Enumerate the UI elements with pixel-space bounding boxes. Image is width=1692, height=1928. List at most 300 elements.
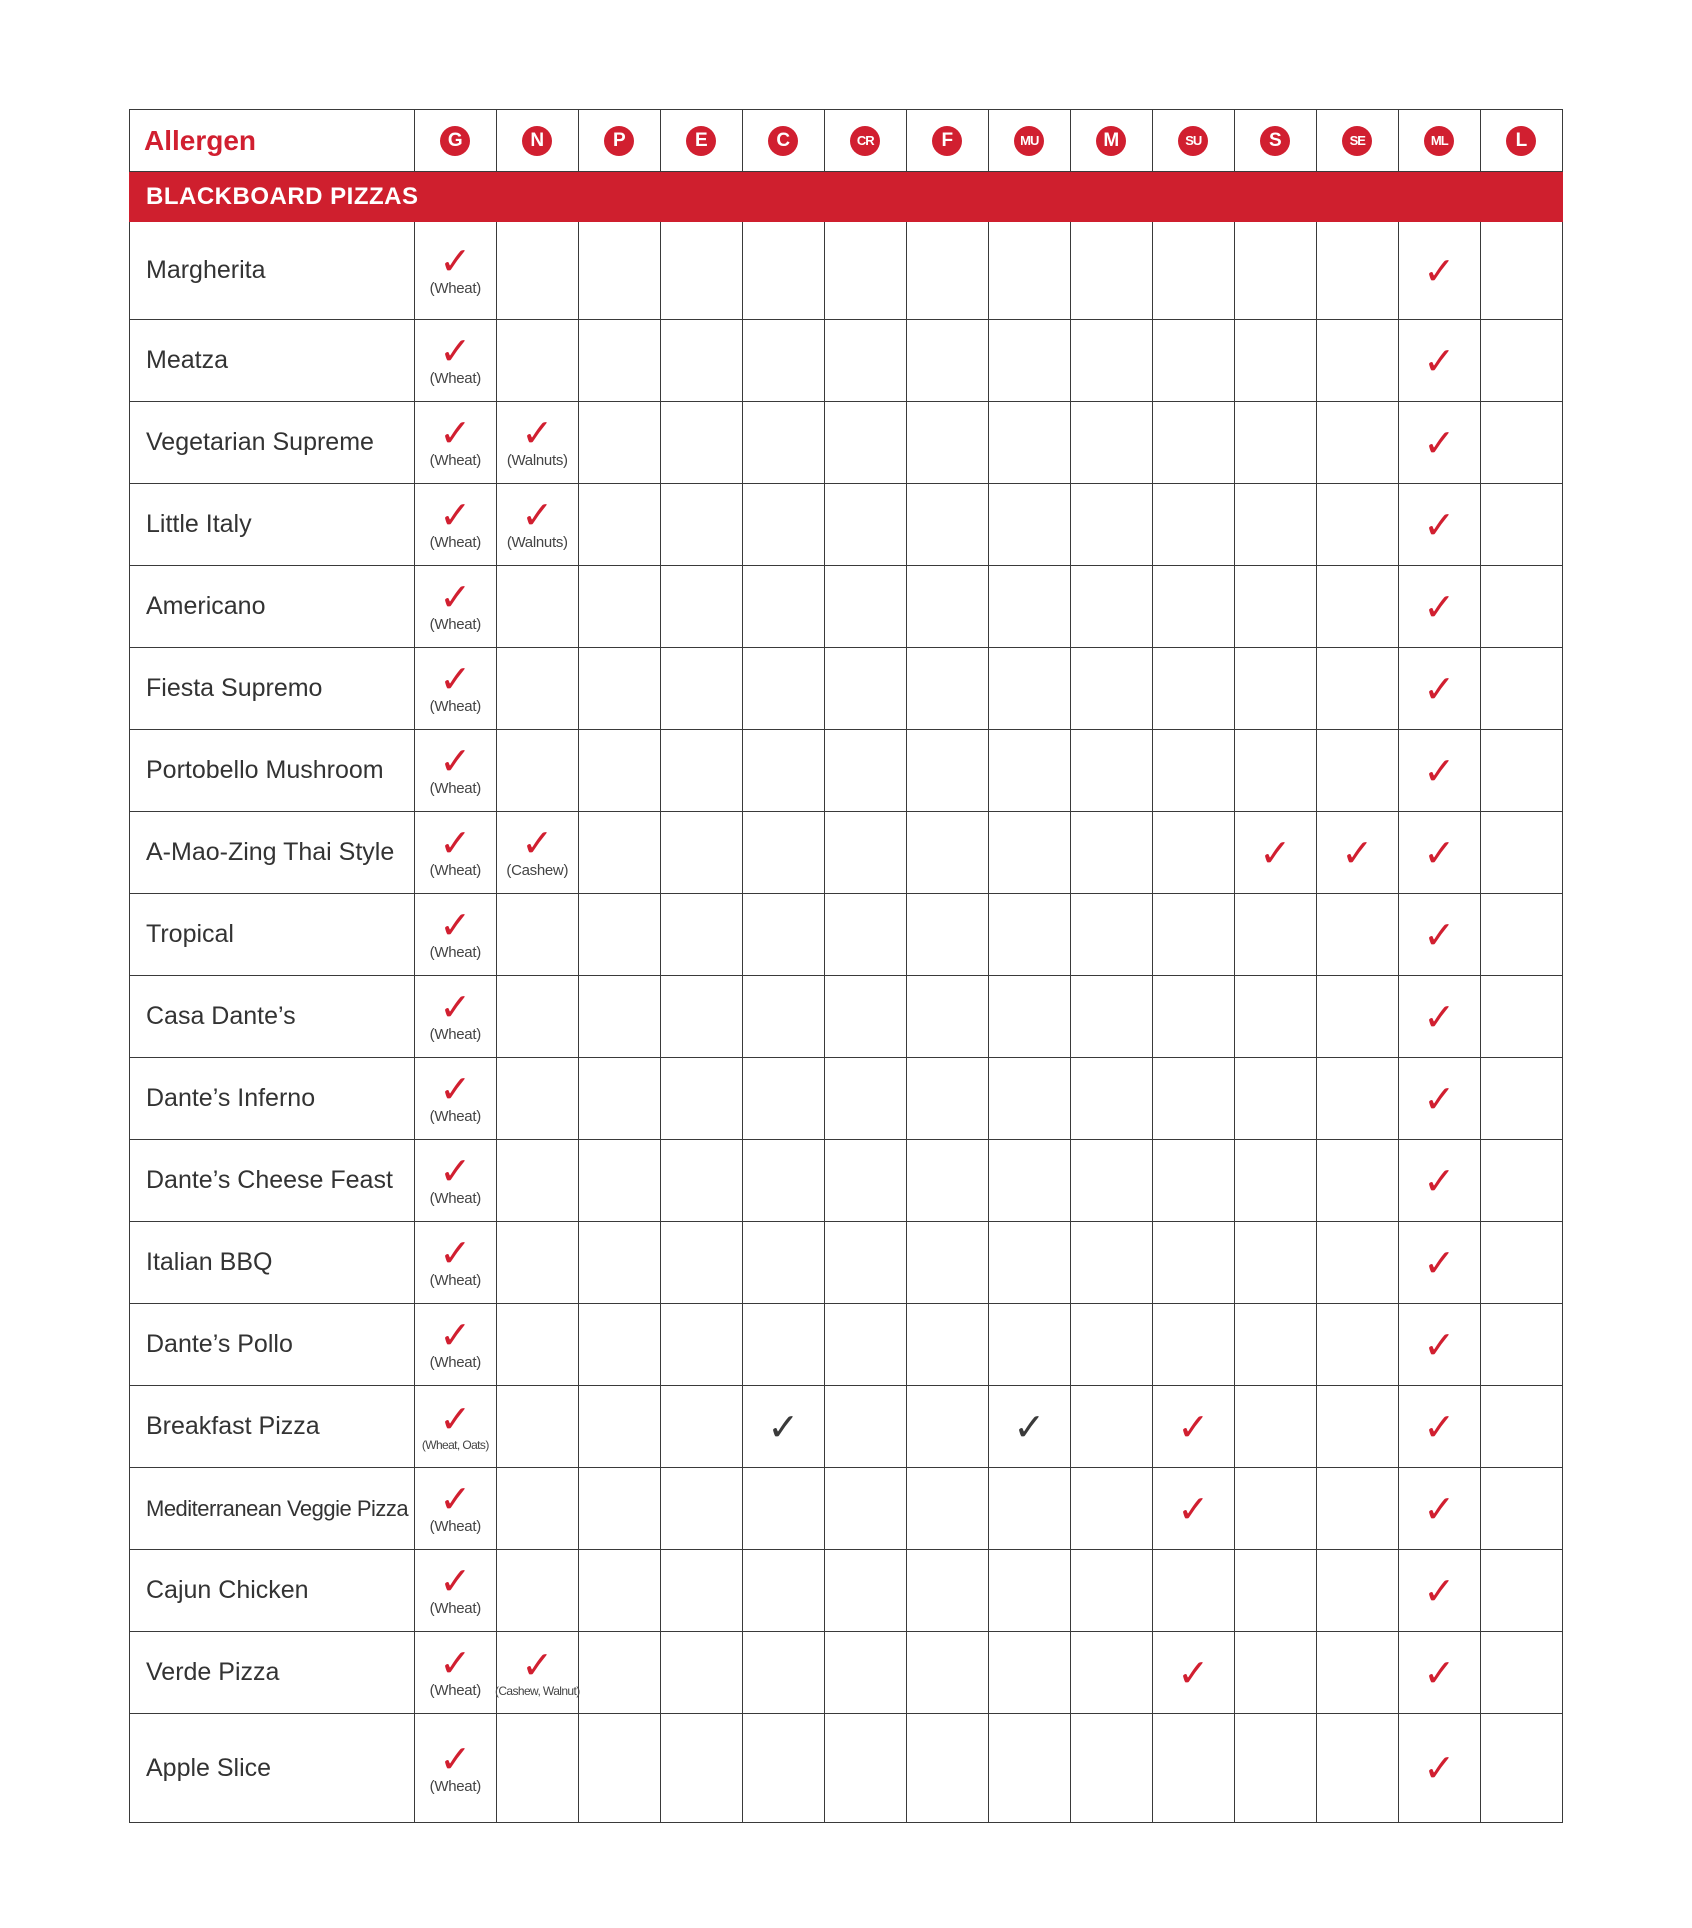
item-name: Vegetarian Supreme	[130, 402, 415, 484]
allergen-cell-s	[1234, 1550, 1316, 1632]
allergen-cell-cr	[824, 1058, 906, 1140]
check-icon: ✓	[439, 657, 472, 701]
check-icon: ✓	[521, 821, 554, 865]
check-icon: ✓	[439, 1736, 472, 1781]
allergen-cell-m	[1070, 894, 1152, 976]
allergen-note: (Wheat)	[429, 1600, 481, 1617]
allergen-cell-e	[660, 1386, 742, 1468]
check-icon: ✓	[439, 1313, 472, 1357]
allergen-cell-se	[1316, 648, 1398, 730]
allergen-cell-g	[414, 1550, 496, 1632]
allergen-cell-cr	[824, 402, 906, 484]
allergen-cell-f	[906, 976, 988, 1058]
allergen-cell-p	[578, 484, 660, 566]
allergen-cell-l	[1480, 1222, 1562, 1304]
allergen-cell-n	[496, 730, 578, 812]
allergen-cell-n	[496, 1632, 578, 1714]
check-icon: ✓	[439, 411, 472, 455]
allergen-cell-cr	[824, 1550, 906, 1632]
allergen-cell-p	[578, 566, 660, 648]
allergen-cell-l	[1480, 1140, 1562, 1222]
allergen-cell-se	[1316, 1222, 1398, 1304]
allergen-header-s	[1234, 110, 1316, 172]
allergen-cell-mu	[988, 1468, 1070, 1550]
allergen-cell-cr	[824, 566, 906, 648]
check-icon: ✓	[1341, 830, 1374, 875]
allergen-note: (Wheat)	[429, 944, 481, 961]
allergen-cell-n	[496, 484, 578, 566]
allergen-cell-m	[1070, 1468, 1152, 1550]
allergen-cell-su	[1152, 566, 1234, 648]
allergen-cell-c	[742, 1304, 824, 1386]
allergen-note: (Wheat)	[429, 780, 481, 797]
allergen-cell-c	[742, 222, 824, 320]
allergen-cell-l	[1480, 1386, 1562, 1468]
allergen-cell-l	[1480, 320, 1562, 402]
check-icon: ✓	[1423, 584, 1456, 629]
allergen-cell-p	[578, 812, 660, 894]
allergen-cell-s	[1234, 894, 1316, 976]
allergen-cell-m	[1070, 484, 1152, 566]
table-row	[130, 812, 1563, 894]
check-icon: ✓	[521, 1642, 554, 1687]
allergen-cell-g	[414, 1222, 496, 1304]
allergen-cell-cr	[824, 484, 906, 566]
allergen-cell-mu	[988, 1058, 1070, 1140]
allergen-cell-e	[660, 1550, 742, 1632]
allergen-cell-c	[742, 1468, 824, 1550]
check-icon: ✓	[439, 1067, 472, 1111]
allergen-cell-se	[1316, 1550, 1398, 1632]
allergen-cell-s	[1234, 648, 1316, 730]
allergen-cell-p	[578, 1714, 660, 1823]
section-row	[130, 172, 1563, 222]
table-row	[130, 1550, 1563, 1632]
allergen-cell-l	[1480, 1714, 1562, 1823]
allergen-cell-cr	[824, 1714, 906, 1823]
allergen-cell-f	[906, 1714, 988, 1823]
check-icon: ✓	[521, 411, 554, 455]
allergen-cell-s	[1234, 1058, 1316, 1140]
allergen-note: (Wheat)	[429, 1272, 481, 1289]
allergen-note: (Wheat)	[429, 452, 481, 469]
allergen-cell-l	[1480, 1058, 1562, 1140]
allergen-cell-e	[660, 1058, 742, 1140]
allergen-header-f	[906, 110, 988, 172]
allergen-header-p	[578, 110, 660, 172]
allergen-cell-mu	[988, 648, 1070, 730]
check-icon: ✓	[439, 1231, 472, 1275]
check-icon: ✓	[439, 1477, 472, 1521]
check-icon: ✓	[1423, 1076, 1456, 1121]
allergen-cell-g	[414, 976, 496, 1058]
check-icon: ✓	[1423, 912, 1456, 957]
allergen-cell-m	[1070, 1550, 1152, 1632]
allergen-cell-s	[1234, 1222, 1316, 1304]
allergen-cell-su	[1152, 1468, 1234, 1550]
allergen-cell-n	[496, 1222, 578, 1304]
allergen-cell-g	[414, 1140, 496, 1222]
allergen-cell-ml	[1398, 1140, 1480, 1222]
allergen-cell-cr	[824, 648, 906, 730]
allergen-cell-l	[1480, 402, 1562, 484]
allergen-cell-mu	[988, 222, 1070, 320]
allergen-cell-m	[1070, 1140, 1152, 1222]
allergen-cell-ml	[1398, 1468, 1480, 1550]
allergen-cell-se	[1316, 1714, 1398, 1823]
allergen-cell-m	[1070, 1222, 1152, 1304]
check-icon: ✓	[439, 1641, 472, 1685]
allergen-cell-f	[906, 222, 988, 320]
allergen-cell-ml	[1398, 1550, 1480, 1632]
allergen-note: (Wheat)	[429, 280, 481, 297]
check-icon: ✓	[1423, 748, 1456, 793]
allergen-cell-f	[906, 1468, 988, 1550]
item-name: Little Italy	[130, 484, 415, 566]
allergen-c-icon: C	[768, 126, 798, 156]
allergen-cell-su	[1152, 1222, 1234, 1304]
item-name: Americano	[130, 566, 415, 648]
allergen-cell-s	[1234, 730, 1316, 812]
check-icon: ✓	[1177, 1404, 1210, 1449]
allergen-cell-f	[906, 648, 988, 730]
allergen-cell-n	[496, 812, 578, 894]
item-name: Breakfast Pizza	[130, 1386, 415, 1468]
item-name: Dante’s Cheese Feast	[130, 1140, 415, 1222]
allergen-cell-f	[906, 730, 988, 812]
check-icon: ✓	[439, 739, 472, 783]
allergen-cell-cr	[824, 1304, 906, 1386]
allergen-cell-cr	[824, 730, 906, 812]
allergen-cell-l	[1480, 1304, 1562, 1386]
allergen-cell-se	[1316, 812, 1398, 894]
allergen-cell-cr	[824, 1468, 906, 1550]
allergen-cell-s	[1234, 320, 1316, 402]
allergen-cell-s	[1234, 1468, 1316, 1550]
check-icon: ✓	[439, 575, 472, 619]
allergen-cell-e	[660, 648, 742, 730]
allergen-cell-f	[906, 566, 988, 648]
allergen-header-se	[1316, 110, 1398, 172]
allergen-header-l	[1480, 110, 1562, 172]
allergen-cell-s	[1234, 976, 1316, 1058]
allergen-cell-su	[1152, 1632, 1234, 1714]
allergen-cell-cr	[824, 1632, 906, 1714]
allergen-cell-m	[1070, 730, 1152, 812]
allergen-note: (Wheat, Oats)	[421, 1437, 489, 1452]
allergen-cell-n	[496, 1058, 578, 1140]
allergen-cell-ml	[1398, 976, 1480, 1058]
allergen-cell-ml	[1398, 484, 1480, 566]
allergen-cell-c	[742, 976, 824, 1058]
allergen-cell-e	[660, 1140, 742, 1222]
item-name: Verde Pizza	[130, 1632, 415, 1714]
allergen-cell-s	[1234, 484, 1316, 566]
allergen-cell-cr	[824, 1386, 906, 1468]
allergen-cell-c	[742, 320, 824, 402]
check-icon: ✓	[1423, 1240, 1456, 1285]
allergen-cell-n	[496, 894, 578, 976]
allergen-cell-p	[578, 1632, 660, 1714]
allergen-cell-l	[1480, 1468, 1562, 1550]
allergen-cell-mu	[988, 730, 1070, 812]
allergen-cell-p	[578, 648, 660, 730]
allergen-cell-se	[1316, 484, 1398, 566]
allergen-cell-c	[742, 1550, 824, 1632]
allergen-cell-ml	[1398, 1058, 1480, 1140]
allergen-cell-g	[414, 1304, 496, 1386]
allergen-cell-f	[906, 812, 988, 894]
allergen-cell-ml	[1398, 402, 1480, 484]
allergen-ml-icon: ML	[1424, 126, 1454, 156]
allergen-cell-c	[742, 484, 824, 566]
item-name: Cajun Chicken	[130, 1550, 415, 1632]
table-row	[130, 976, 1563, 1058]
allergen-cell-g	[414, 566, 496, 648]
allergen-cell-su	[1152, 1058, 1234, 1140]
table-row	[130, 648, 1563, 730]
allergen-cell-c	[742, 1058, 824, 1140]
allergen-cell-e	[660, 402, 742, 484]
table-row	[130, 1632, 1563, 1714]
allergen-cell-c	[742, 1386, 824, 1468]
check-icon: ✓	[439, 903, 472, 947]
allergen-cell-n	[496, 1304, 578, 1386]
allergen-cell-cr	[824, 894, 906, 976]
allergen-se-icon: SE	[1342, 126, 1372, 156]
allergen-note: (Cashew, Walnut)	[494, 1683, 580, 1698]
allergen-cell-c	[742, 1140, 824, 1222]
allergen-cell-ml	[1398, 1714, 1480, 1823]
allergen-cr-icon: CR	[850, 126, 880, 156]
allergen-cell-su	[1152, 484, 1234, 566]
allergen-cell-se	[1316, 320, 1398, 402]
allergen-cell-mu	[988, 566, 1070, 648]
allergen-table	[129, 109, 1563, 1823]
item-name: Meatza	[130, 320, 415, 402]
allergen-cell-cr	[824, 1140, 906, 1222]
allergen-cell-e	[660, 484, 742, 566]
allergen-cell-l	[1480, 222, 1562, 320]
allergen-cell-su	[1152, 402, 1234, 484]
allergen-cell-n	[496, 976, 578, 1058]
allergen-header-m	[1070, 110, 1152, 172]
allergen-cell-c	[742, 730, 824, 812]
allergen-cell-g	[414, 1468, 496, 1550]
allergen-cell-n	[496, 566, 578, 648]
item-name: Italian BBQ	[130, 1222, 415, 1304]
allergen-cell-se	[1316, 730, 1398, 812]
allergen-cell-se	[1316, 1386, 1398, 1468]
check-icon: ✓	[439, 493, 472, 537]
check-icon: ✓	[439, 985, 472, 1029]
allergen-cell-mu	[988, 1386, 1070, 1468]
section-title: BLACKBOARD PIZZAS	[130, 172, 1563, 222]
allergen-note: (Wheat)	[429, 1190, 481, 1207]
allergen-cell-su	[1152, 812, 1234, 894]
allergen-cell-cr	[824, 812, 906, 894]
allergen-cell-f	[906, 402, 988, 484]
allergen-mu-icon: MU	[1014, 126, 1044, 156]
allergen-cell-m	[1070, 812, 1152, 894]
allergen-cell-e	[660, 320, 742, 402]
item-name: Dante’s Pollo	[130, 1304, 415, 1386]
check-icon: ✓	[1423, 420, 1456, 465]
item-name: Portobello Mushroom	[130, 730, 415, 812]
allergen-cell-g	[414, 1386, 496, 1468]
table-row	[130, 1058, 1563, 1140]
allergen-cell-s	[1234, 1140, 1316, 1222]
allergen-cell-g	[414, 812, 496, 894]
allergen-cell-e	[660, 222, 742, 320]
allergen-cell-e	[660, 1468, 742, 1550]
allergen-cell-m	[1070, 1058, 1152, 1140]
allergen-cell-su	[1152, 320, 1234, 402]
allergen-note: (Wheat)	[429, 370, 481, 387]
allergen-cell-p	[578, 1386, 660, 1468]
allergen-cell-l	[1480, 1632, 1562, 1714]
allergen-cell-se	[1316, 1304, 1398, 1386]
check-icon: ✓	[1423, 1322, 1456, 1367]
item-name: Fiesta Supremo	[130, 648, 415, 730]
allergen-e-icon: E	[686, 126, 716, 156]
allergen-cell-l	[1480, 894, 1562, 976]
table-row	[130, 1386, 1563, 1468]
allergen-cell-e	[660, 1304, 742, 1386]
allergen-cell-su	[1152, 1140, 1234, 1222]
allergen-l-icon: L	[1506, 126, 1536, 156]
item-name: Dante’s Inferno	[130, 1058, 415, 1140]
allergen-cell-f	[906, 894, 988, 976]
allergen-cell-f	[906, 1632, 988, 1714]
allergen-cell-p	[578, 222, 660, 320]
allergen-cell-f	[906, 1140, 988, 1222]
allergen-cell-p	[578, 1222, 660, 1304]
allergen-cell-cr	[824, 1222, 906, 1304]
allergen-cell-g	[414, 1058, 496, 1140]
allergen-cell-p	[578, 1058, 660, 1140]
allergen-cell-f	[906, 484, 988, 566]
allergen-cell-p	[578, 1550, 660, 1632]
allergen-cell-p	[578, 1304, 660, 1386]
allergen-cell-p	[578, 1468, 660, 1550]
table-row	[130, 566, 1563, 648]
check-icon: ✓	[1423, 1486, 1456, 1531]
allergen-cell-p	[578, 402, 660, 484]
allergen-cell-se	[1316, 1140, 1398, 1222]
check-icon: ✓	[1423, 1158, 1456, 1203]
table-row	[130, 402, 1563, 484]
allergen-cell-g	[414, 648, 496, 730]
allergen-header-su	[1152, 110, 1234, 172]
check-icon: ✓	[1423, 1568, 1456, 1613]
allergen-cell-ml	[1398, 1632, 1480, 1714]
allergen-cell-mu	[988, 484, 1070, 566]
check-icon: ✓	[1423, 1650, 1456, 1695]
allergen-cell-p	[578, 894, 660, 976]
check-icon: ✓	[439, 1559, 472, 1603]
allergen-cell-s	[1234, 222, 1316, 320]
allergen-su-icon: SU	[1178, 126, 1208, 156]
allergen-header-cr	[824, 110, 906, 172]
allergen-note: (Wheat)	[429, 698, 481, 715]
allergen-cell-s	[1234, 1386, 1316, 1468]
check-icon: ✓	[1177, 1650, 1210, 1695]
check-icon: ✓	[1259, 830, 1292, 875]
allergen-cell-cr	[824, 976, 906, 1058]
allergen-cell-su	[1152, 1714, 1234, 1823]
allergen-cell-e	[660, 730, 742, 812]
table-row	[130, 484, 1563, 566]
allergen-cell-c	[742, 894, 824, 976]
allergen-note: (Wheat)	[429, 616, 481, 633]
allergen-header-ml	[1398, 110, 1480, 172]
check-icon: ✓	[1423, 666, 1456, 711]
allergen-cell-se	[1316, 1058, 1398, 1140]
allergen-g-icon: G	[440, 126, 470, 156]
allergen-cell-mu	[988, 1714, 1070, 1823]
allergen-cell-f	[906, 1058, 988, 1140]
allergen-cell-su	[1152, 1304, 1234, 1386]
allergen-cell-c	[742, 812, 824, 894]
allergen-cell-c	[742, 1714, 824, 1823]
allergen-cell-g	[414, 894, 496, 976]
table-row	[130, 1140, 1563, 1222]
allergen-cell-c	[742, 648, 824, 730]
allergen-note: (Cashew)	[506, 862, 569, 879]
allergen-header-g	[414, 110, 496, 172]
allergen-f-icon: F	[932, 126, 962, 156]
allergen-cell-l	[1480, 812, 1562, 894]
allergen-cell-g	[414, 222, 496, 320]
allergen-cell-se	[1316, 1632, 1398, 1714]
allergen-header-mu	[988, 110, 1070, 172]
allergen-note: (Wheat)	[429, 862, 481, 879]
allergen-cell-l	[1480, 976, 1562, 1058]
allergen-cell-ml	[1398, 566, 1480, 648]
allergen-cell-m	[1070, 1386, 1152, 1468]
allergen-cell-n	[496, 1468, 578, 1550]
table-row	[130, 1714, 1563, 1823]
allergen-note: (Wheat)	[429, 1518, 481, 1535]
allergen-cell-mu	[988, 976, 1070, 1058]
allergen-cell-mu	[988, 1632, 1070, 1714]
allergen-cell-su	[1152, 648, 1234, 730]
allergen-cell-p	[578, 976, 660, 1058]
allergen-cell-n	[496, 1714, 578, 1823]
allergen-cell-p	[578, 1140, 660, 1222]
check-icon: ✓	[521, 493, 554, 537]
allergen-cell-mu	[988, 1304, 1070, 1386]
allergen-cell-mu	[988, 894, 1070, 976]
allergen-header-title: Allergen	[130, 110, 415, 172]
allergen-cell-su	[1152, 1386, 1234, 1468]
allergen-note: (Wheat)	[429, 1777, 481, 1795]
allergen-cell-c	[742, 1632, 824, 1714]
allergen-cell-e	[660, 566, 742, 648]
allergen-cell-cr	[824, 222, 906, 320]
allergen-cell-e	[660, 1632, 742, 1714]
allergen-cell-mu	[988, 1222, 1070, 1304]
allergen-cell-su	[1152, 1550, 1234, 1632]
allergen-header-n	[496, 110, 578, 172]
allergen-cell-e	[660, 812, 742, 894]
allergen-cell-l	[1480, 648, 1562, 730]
allergen-cell-ml	[1398, 222, 1480, 320]
allergen-cell-se	[1316, 976, 1398, 1058]
allergen-cell-su	[1152, 730, 1234, 812]
allergen-cell-mu	[988, 1550, 1070, 1632]
